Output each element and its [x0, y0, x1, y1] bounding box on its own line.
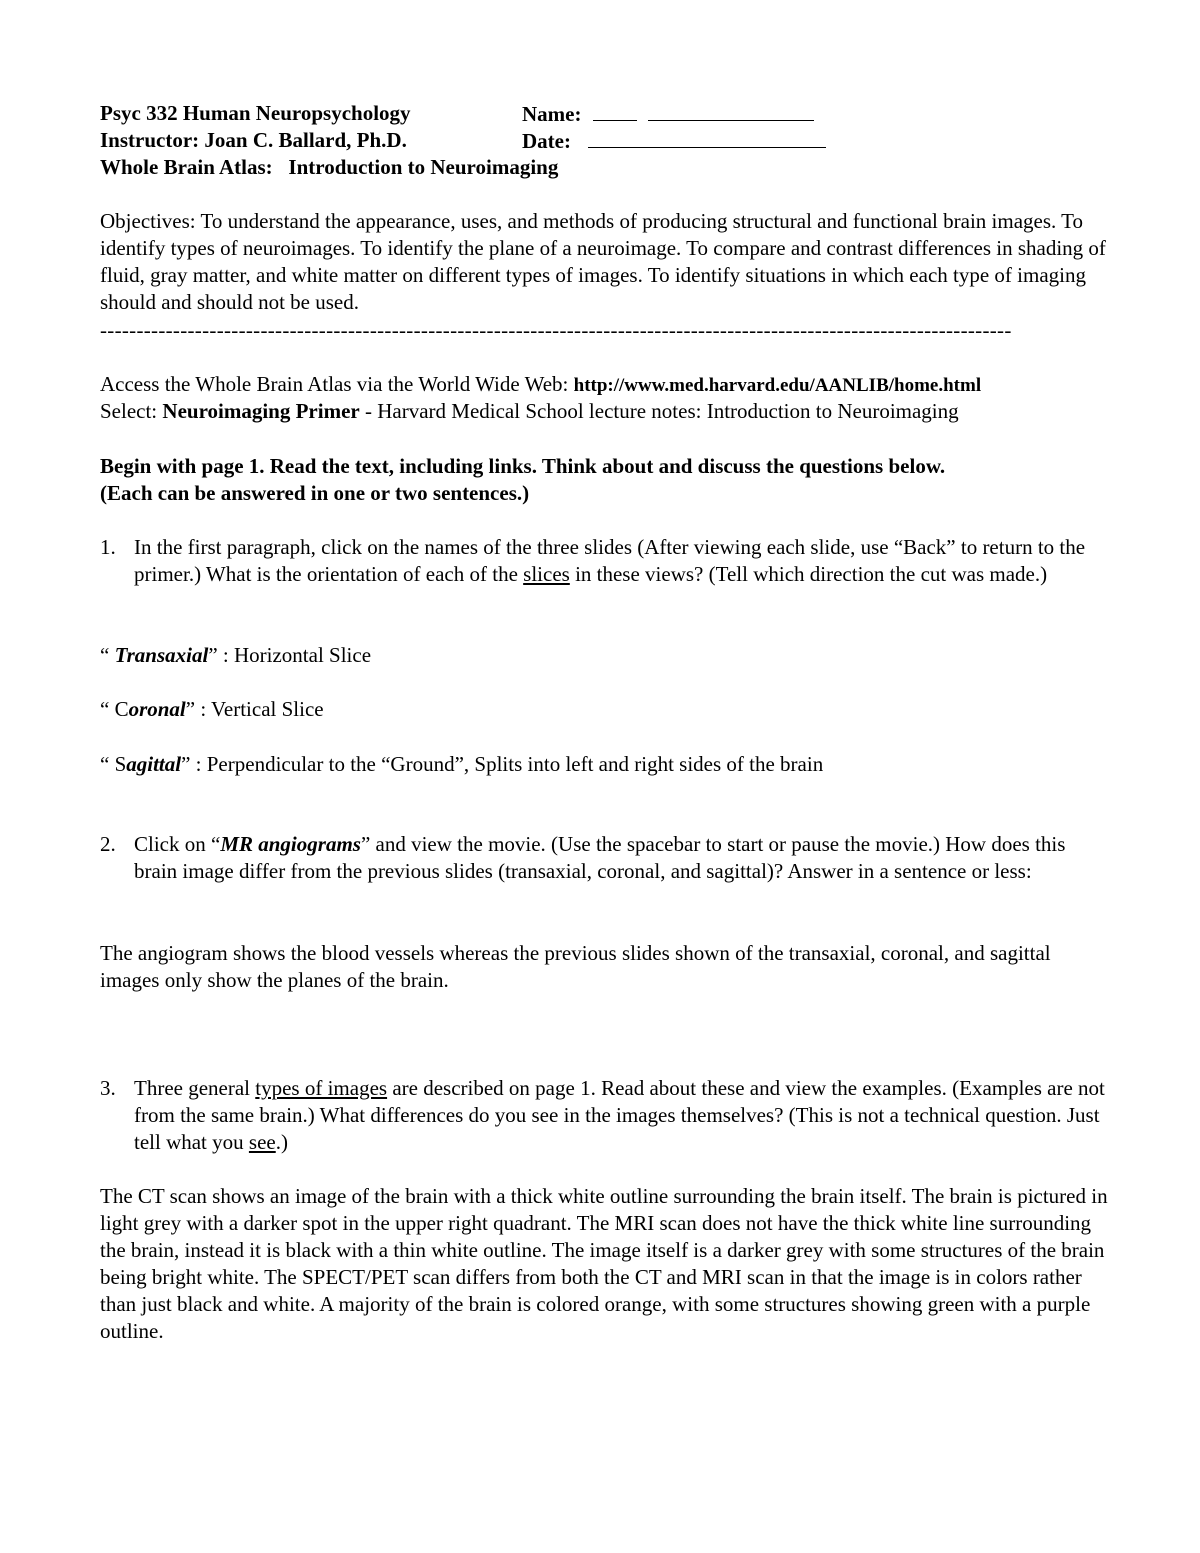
select-suffix: - Harvard Medical School lecture notes: Introduction to Neuroimaging	[359, 399, 959, 423]
question-text	[134, 534, 1110, 588]
types-of-images-underlined: types of images	[255, 1076, 388, 1100]
term-sagittal: agittal	[126, 752, 182, 776]
quote-close: ”	[181, 752, 191, 776]
name-blank-2	[648, 100, 814, 121]
slices-underlined: slices	[523, 562, 570, 586]
date-label: Date:	[522, 129, 571, 153]
answer-3: The CT scan shows an image of the brain with a thick white outline surrounding the brain itself. The brain is pictured in light grey with a darker spot in the upper right quadrant. The MRI scan does not have the thick white line surrounding the brain, instead it is black with a thin white outline. The image itself is a darker grey with some structures of the brain being bright white. The SPECT/PET scan differs from both the CT and MRI scan in that the image is in colors rather than just black and white. A majority of the brain is colored orange, with some structures showing green with a purple outline.	[100, 1184, 1108, 1343]
date-field	[522, 127, 826, 155]
question-text-part: are described on page 1. Read about these and view the examples. (Examples are not from the same brain.) What differences do you see in the images themselves? (This is not a technical question. Just tell what you	[134, 1076, 1105, 1154]
question-text-part: .)	[275, 1130, 288, 1154]
instructions-line-2: (Each can be answered in one or two sentences.)	[100, 481, 530, 505]
instructor-line: Instructor: Joan C. Ballard, Ph.D.	[100, 128, 407, 152]
instructions-line-1: Begin with page 1. Read the text, including links. Think about and discuss the questions below.	[100, 454, 946, 478]
question-1	[100, 534, 1110, 588]
answer-text: : Horizontal Slice	[217, 643, 372, 667]
neuroimaging-primer-link[interactable]: Neuroimaging Primer	[162, 399, 360, 423]
atlas-url-link[interactable]: http://www.med.harvard.edu/AANLIB/home.html	[573, 375, 982, 396]
worksheet-title: Whole Brain Atlas: Introduction to Neuroimaging	[100, 155, 559, 179]
question-text	[134, 831, 1110, 885]
quote-open: “ S	[100, 752, 127, 776]
see-underlined: see	[248, 1130, 276, 1154]
question-number: 2.	[100, 832, 116, 856]
question-text-part: Three general	[134, 1076, 256, 1100]
access-line	[100, 371, 981, 399]
name-blank-1	[593, 100, 637, 121]
question-text-part: In the first paragraph, click on the names of the three slides (After viewing each slide, use “Back” to return to the primer.) What is the orientation of each of the	[134, 535, 1086, 586]
question-2	[100, 831, 1110, 885]
quote-open: “ C	[100, 697, 129, 721]
quote-close: ”	[208, 643, 218, 667]
date-blank	[588, 127, 826, 148]
name-field	[522, 100, 814, 128]
question-number: 3.	[100, 1076, 116, 1100]
name-label: Name:	[522, 102, 582, 126]
answer-text: : Perpendicular to the “Ground”, Splits into left and right sides of the brain	[190, 752, 824, 776]
select-line	[100, 398, 959, 425]
answer-2: The angiogram shows the blood vessels whereas the previous slides shown of the transaxial, coronal, and sagittal images only show the planes of the brain.	[100, 941, 1051, 992]
select-prefix: Select:	[100, 399, 163, 423]
question-text	[134, 1075, 1110, 1156]
question-text-part: in these views? (Tell which direction the cut was made.)	[569, 562, 1048, 586]
term-coronal: oronal	[128, 697, 186, 721]
question-number: 1.	[100, 535, 116, 559]
answer-coronal	[100, 696, 324, 723]
answer-transaxial	[100, 642, 371, 669]
course-title: Psyc 332 Human Neuropsychology	[100, 101, 411, 125]
quote-close: ”	[185, 697, 196, 721]
access-prefix: Access the Whole Brain Atlas via the World Wide Web:	[100, 372, 574, 396]
quote-open: “	[100, 643, 115, 667]
question-text-part: ” and view the movie. (Use the spacebar to start or pause the movie.) How does this brain image differ from the previous slides (transaxial, coronal, and sagittal)? Answer in a sentence or less:	[134, 832, 1066, 883]
term-mr-angiograms: MR angiograms	[220, 832, 361, 856]
answer-text: : Vertical Slice	[195, 697, 324, 721]
answer-sagittal	[100, 751, 823, 778]
question-text-part: Click on “	[134, 832, 221, 856]
question-3	[100, 1075, 1110, 1156]
term-transaxial: Transaxial	[114, 643, 209, 667]
dashed-divider: -----------------------------------------------------------------------------------------------------------------------------	[100, 318, 1012, 342]
objectives-paragraph: Objectives: To understand the appearance, uses, and methods of producing structural and functional brain images. To identify types of neuroimages. To identify the plane of a neuroimage. To compare and contrast differences in shading of fluid, gray matter, and white matter on different types of images. To identify situations in which each type of imaging should and should not be used.	[100, 209, 1106, 314]
